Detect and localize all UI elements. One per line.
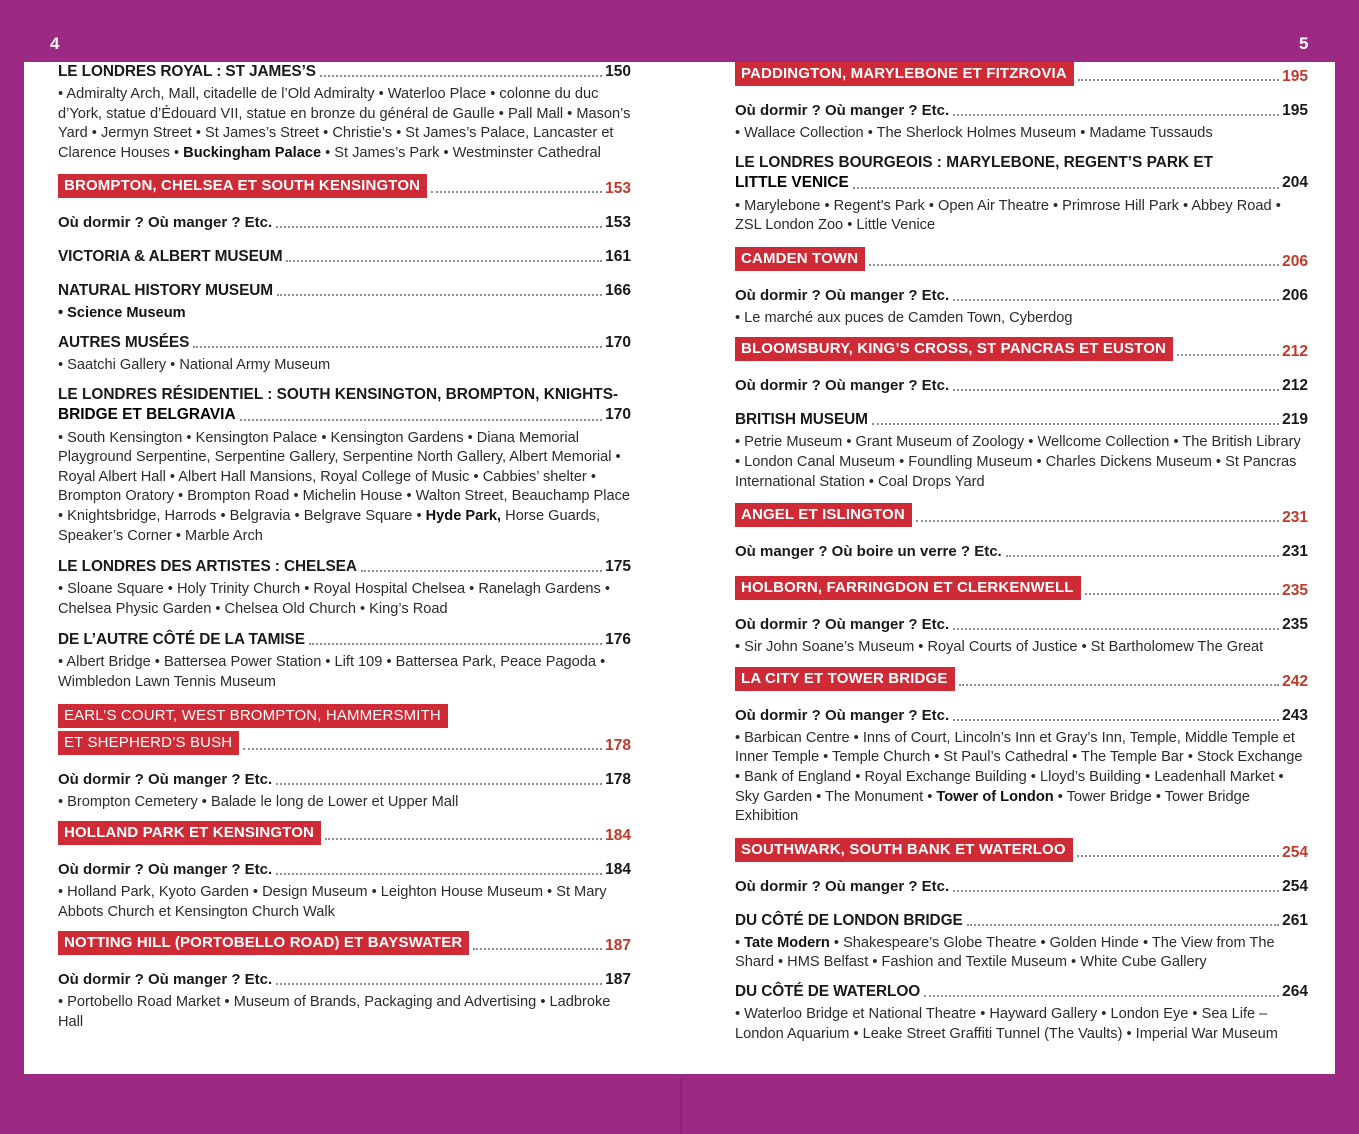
- header-title-right: SOMMAIRE: [1148, 34, 1255, 53]
- toc-entry-page: 242: [1282, 672, 1308, 690]
- toc-entry[interactable]: [58, 557, 631, 576]
- right-margin-band: [1335, 0, 1359, 1078]
- page-number-right: 5: [1273, 26, 1335, 62]
- toc-entry[interactable]: [58, 630, 631, 649]
- toc-detail-text: [58, 85, 631, 163]
- dot-leader: [869, 264, 1279, 266]
- toc-section-banner[interactable]: [735, 503, 1308, 527]
- toc-entry-title: Où dormir ? Où manger ? Etc.: [735, 616, 950, 634]
- toc-detail-text: • Petrie Museum • Grant Museum of Zoology • Wellcome Collection • The British Library • London Canal Museum • Foundling Museum • Charles Dickens Museum • St Pancras International Station • Coal Drops Yard: [735, 434, 1301, 490]
- toc-entry-page: 264: [1282, 982, 1308, 1000]
- toc-entry-page: 195: [1282, 102, 1308, 119]
- detail-part: • Barbican Centre • Inns of Court, Lincoln’s Inn et Gray’s Inn, Temple, Middle Temple et Inner Temple • Temple Church • St Paul’s Cathedral • The Temple Bar • Stock Exchange • Bank of England • Royal Exchange Building • Lloyd’s Building • Leadenhall Market • Sky Garden • The Monument •: [735, 729, 1303, 805]
- toc-entry-page: 235: [1282, 616, 1308, 634]
- toc-section-banner[interactable]: [58, 174, 631, 198]
- detail-part: • Shakespeare’s Globe Theatre • Golden Hinde • The View from The Shard • HMS Belfast • Fashion and Textile Museum • White Cube Gallery: [735, 934, 1275, 971]
- detail-highlight: • Science Museum: [58, 305, 186, 322]
- toc-detail-text: • Sir John Soane’s Museum • Royal Courts of Justice • St Bartholomew The Great: [735, 639, 1264, 656]
- dot-leader: [286, 260, 602, 262]
- toc-section-banner[interactable]: [58, 931, 631, 955]
- dot-leader: [277, 294, 602, 296]
- toc-entry-page: 212: [1282, 343, 1308, 361]
- toc-detail-text: • Saatchi Gallery • National Army Museum: [58, 356, 331, 373]
- toc-entry-title: VICTORIA & ALBERT MUSEUM: [58, 248, 283, 266]
- toc-detail-text: • Le marché aux puces de Camden Town, Cyberdog: [735, 309, 1073, 326]
- toc-entry-title-line1: LE LONDRES RÉSIDENTIEL : SOUTH KENSINGTON, BROMPTON, KNIGHTS-: [58, 385, 619, 403]
- toc-entry-page: 261: [1282, 911, 1308, 929]
- toc-entry-title: DE L’AUTRE CÔTÉ DE LA TAMISE: [58, 631, 305, 649]
- dot-leader: [953, 389, 1279, 391]
- toc-section-banner[interactable]: [58, 821, 631, 845]
- toc-section-banner[interactable]: [735, 337, 1308, 361]
- toc-entry[interactable]: [58, 247, 631, 266]
- dot-leader: [431, 191, 602, 193]
- toc-detail-text: • Portobello Road Market • Museum of Brands, Packaging and Advertising • Ladbroke Hall: [58, 994, 611, 1030]
- detail-part: • South Kensington • Kensington Palace • Kensington Gardens • Diana Memorial Playground Serpentine, Serpentine Gallery, Serpentine North Gallery, Albert Memorial • Royal Albert Hall • Albert Hall Mansions, Royal College of Music • Cabbies’ shelter • Brompton Oratory • Brompton Road • Michelin House • Walton Street, Beauchamp Place • Knightsbridge, Harrods • Belgravia • Belgrave Square •: [58, 429, 631, 524]
- toc-entry-page: 176: [605, 631, 631, 649]
- toc-entry-page: 206: [1282, 286, 1308, 304]
- toc-entry-page: 231: [1282, 543, 1308, 561]
- toc-entry-title: ANGEL ET ISLINGTON: [735, 503, 912, 527]
- toc-section-banner[interactable]: [735, 838, 1308, 862]
- toc-entry-page: 175: [605, 558, 631, 576]
- toc-entry[interactable]: [735, 911, 1308, 930]
- detail-part: •: [735, 934, 745, 951]
- detail-part: • Tower Bridge • Tower Bridge Exhibition: [735, 788, 1250, 825]
- dot-leader: [916, 520, 1279, 522]
- dot-leader: [1078, 79, 1279, 81]
- left-margin-band: [0, 0, 24, 1078]
- toc-entry[interactable]: [735, 706, 1308, 725]
- gutter-divider: [680, 1078, 682, 1134]
- toc-column-left: [58, 62, 631, 1041]
- toc-entry-page: 212: [1282, 377, 1308, 395]
- page-header: [0, 26, 1359, 62]
- toc-section-banner[interactable]: [735, 667, 1308, 691]
- toc-entry-title: LE LONDRES ROYAL : ST JAMES’S: [58, 63, 316, 80]
- dot-leader: [320, 75, 602, 77]
- toc-entry-title-line1: LE LONDRES BOURGEOIS : MARYLEBONE, REGENT’S PARK ET: [735, 153, 1213, 171]
- toc-section-banner[interactable]: [735, 247, 1308, 271]
- toc-entry-title: Où dormir ? Où manger ? Etc.: [735, 706, 950, 724]
- dot-leader: [276, 873, 602, 875]
- header-title-left: SOMMAIRE: [104, 34, 211, 53]
- toc-entry-page: 254: [1282, 843, 1308, 861]
- toc-entry[interactable]: [735, 982, 1308, 1001]
- toc-entry-title: NOTTING HILL (PORTOBELLO ROAD) ET BAYSWATER: [58, 931, 469, 955]
- toc-entry-page: 184: [605, 827, 631, 845]
- toc-entry-title: HOLLAND PARK ET KENSINGTON: [58, 821, 321, 845]
- dot-leader: [953, 719, 1279, 721]
- toc-entry-title: NATURAL HISTORY MUSEUM: [58, 282, 273, 300]
- dot-leader: [276, 783, 602, 785]
- toc-detail-text: • Holland Park, Kyoto Garden • Design Museum • Leighton House Museum • St Mary Abbots Church et Kensington Church Walk: [58, 884, 607, 920]
- toc-entry-page: 178: [605, 770, 631, 788]
- toc-entry-title: Où manger ? Où boire un verre ? Etc.: [735, 543, 1002, 561]
- toc-entry-page: 184: [605, 861, 631, 879]
- dot-leader: [243, 748, 602, 750]
- dot-leader: [1177, 354, 1279, 356]
- dot-leader: [953, 299, 1279, 301]
- toc-entry-title: DU CÔTÉ DE LONDON BRIDGE: [735, 911, 963, 929]
- toc-detail-text: • Marylebone • Regent's Park • Open Air Theatre • Primrose Hill Park • Abbey Road • ZSL London Zoo • Little Venice: [735, 197, 1281, 234]
- detail-highlight: Tower of London: [936, 788, 1054, 805]
- toc-entry-title: SOUTHWARK, SOUTH BANK ET WATERLOO: [735, 838, 1073, 862]
- toc-entry[interactable]: [735, 286, 1308, 305]
- toc-entry[interactable]: [735, 542, 1308, 561]
- toc-entry-page: 204: [1282, 173, 1308, 191]
- dot-leader: [853, 187, 1279, 189]
- dot-leader: [473, 948, 602, 950]
- toc-section-banner[interactable]: [58, 704, 631, 755]
- toc-entry-title: Où dormir ? Où manger ? Etc.: [58, 770, 273, 788]
- toc-entry[interactable]: [735, 410, 1308, 429]
- toc-column-right: [735, 62, 1308, 1053]
- detail-highlight: Hyde Park,: [425, 507, 502, 524]
- toc-entry-page: 231: [1282, 509, 1308, 527]
- dot-leader: [959, 684, 1280, 686]
- toc-entry-page: 166: [605, 282, 631, 300]
- toc-detail-text: [58, 304, 631, 324]
- dot-leader: [193, 346, 602, 348]
- toc-section-banner[interactable]: [735, 576, 1308, 600]
- toc-entry-title: AUTRES MUSÉES: [58, 333, 190, 351]
- toc-entry-page: 254: [1282, 877, 1308, 895]
- toc-entry-title: BLOOMSBURY, KING’S CROSS, ST PANCRAS ET EUSTON: [735, 337, 1173, 361]
- detail-part: • St James’s Park • Westminster Cathedral: [321, 144, 601, 161]
- toc-entry-title: LE LONDRES DES ARTISTES : CHELSEA: [58, 558, 357, 576]
- toc-entry-title-line1: EARL’S COURT, WEST BROMPTON, HAMMERSMITH: [58, 704, 448, 728]
- toc-entry-title: LA CITY ET TOWER BRIDGE: [735, 667, 955, 691]
- dot-leader: [1077, 855, 1279, 857]
- toc-entry[interactable]: [58, 62, 631, 81]
- dot-leader: [1085, 593, 1280, 595]
- toc-detail-text: • Sloane Square • Holy Trinity Church • Royal Hospital Chelsea • Ranelagh Gardens • Chelsea Physic Garden • Chelsea Old Church • King’s Road: [58, 581, 611, 617]
- toc-entry-page: 195: [1282, 68, 1308, 85]
- toc-entry[interactable]: [58, 281, 631, 300]
- dot-leader: [276, 226, 602, 228]
- toc-entry-title: Où dormir ? Où manger ? Etc.: [58, 214, 273, 232]
- toc-detail-text: • Albert Bridge • Battersea Power Station • Lift 109 • Battersea Park, Peace Pagoda • Wimbledon Lawn Tennis Museum: [58, 654, 606, 690]
- dot-leader: [953, 114, 1279, 116]
- toc-detail-text: • Waterloo Bridge et National Theatre • Hayward Gallery • London Eye • Sea Life – London Aquarium • Leake Street Graffiti Tunnel (The Vaults) • Imperial War Museum: [735, 1005, 1278, 1042]
- toc-entry-title-line2: LITTLE VENICE: [735, 173, 849, 191]
- dot-leader: [1006, 555, 1279, 557]
- toc-entry-page: 161: [605, 248, 631, 266]
- toc-entry-page: 153: [605, 180, 631, 198]
- toc-entry-title: DU CÔTÉ DE WATERLOO: [735, 982, 921, 1000]
- toc-entry[interactable]: [735, 101, 1308, 120]
- bottom-margin-band: [0, 1078, 1359, 1134]
- dot-leader: [276, 983, 602, 985]
- toc-entry[interactable]: [58, 860, 631, 879]
- toc-entry-title: HOLBORN, FARRINGDON ET CLERKENWELL: [735, 576, 1081, 600]
- toc-entry-title-line2: BRIDGE ET BELGRAVIA: [58, 405, 236, 423]
- toc-entry-page: 219: [1282, 411, 1308, 429]
- toc-entry-title: BROMPTON, CHELSEA ET SOUTH KENSINGTON: [58, 174, 427, 198]
- toc-section-banner[interactable]: [735, 62, 1308, 86]
- dot-leader: [325, 838, 602, 840]
- dot-leader: [924, 995, 1279, 997]
- dot-leader: [953, 628, 1279, 630]
- detail-highlight: Buckingham Palace: [183, 144, 322, 161]
- toc-entry-title-line2: ET SHEPHERD’S BUSH: [58, 731, 239, 755]
- toc-entry[interactable]: [735, 615, 1308, 634]
- toc-detail-text: • Wallace Collection • The Sherlock Holmes Museum • Madame Tussauds: [735, 125, 1213, 141]
- toc-entry-title: PADDINGTON, MARYLEBONE ET FITZROVIA: [735, 62, 1074, 86]
- detail-part: Horse Guards, Speaker’s Corner • Marble Arch: [58, 507, 601, 544]
- toc-entry-page: 170: [605, 333, 631, 351]
- toc-entry-page: 170: [605, 405, 631, 423]
- toc-entry[interactable]: [735, 153, 1308, 193]
- toc-entry[interactable]: [58, 385, 631, 425]
- page-number-left: 4: [24, 26, 86, 62]
- dot-leader: [240, 419, 603, 421]
- toc-entry-page: 153: [605, 214, 631, 232]
- toc-entry-page: 206: [1282, 252, 1308, 270]
- dot-leader: [309, 643, 602, 645]
- dot-leader: [872, 423, 1279, 425]
- toc-detail-text: [735, 729, 1308, 827]
- toc-entry[interactable]: [58, 970, 631, 989]
- toc-entry-page: 235: [1282, 582, 1308, 600]
- toc-entry-title: Où dormir ? Où manger ? Etc.: [735, 102, 950, 119]
- toc-entry[interactable]: [58, 333, 631, 352]
- dot-leader: [953, 890, 1279, 892]
- toc-detail-text: [58, 429, 631, 547]
- toc-entry[interactable]: [58, 213, 631, 232]
- detail-highlight: Tate Modern: [744, 934, 830, 951]
- dot-leader: [967, 924, 1280, 926]
- toc-detail-text: • Brompton Cemetery • Balade le long de Lower et Upper Mall: [58, 793, 459, 810]
- toc-entry-title: Où dormir ? Où manger ? Etc.: [735, 377, 950, 395]
- toc-entry-page: 187: [605, 971, 631, 989]
- toc-entry-title: Où dormir ? Où manger ? Etc.: [735, 286, 950, 304]
- toc-entry-title: Où dormir ? Où manger ? Etc.: [735, 877, 950, 895]
- detail-part: • Admiralty Arch, Mall, citadelle de l’Old Admiralty • Waterloo Place • colonne du duc d’York, statue d’Édouard VII, statue en bronze du général de Gaulle • Pall Mall • Mason’s Yard • Jermyn Street • St James’s Street • Christie’s • St James’s Palace, Lancaster et Clarence Houses •: [58, 86, 631, 161]
- dot-leader: [361, 570, 602, 572]
- toc-entry-title: BRITISH MUSEUM: [735, 411, 868, 429]
- toc-entry-page: 150: [605, 63, 631, 80]
- toc-entry-title: CAMDEN TOWN: [735, 247, 865, 271]
- toc-entry-title: Où dormir ? Où manger ? Etc.: [58, 971, 273, 989]
- toc-entry-page: 187: [605, 937, 631, 955]
- toc-entry-title: Où dormir ? Où manger ? Etc.: [58, 861, 273, 879]
- toc-entry[interactable]: [735, 877, 1308, 896]
- toc-entry[interactable]: [735, 376, 1308, 395]
- toc-entry-page: 178: [605, 736, 631, 754]
- toc-detail-text: [735, 934, 1308, 973]
- toc-entry-page: 243: [1282, 706, 1308, 724]
- toc-entry[interactable]: [58, 770, 631, 789]
